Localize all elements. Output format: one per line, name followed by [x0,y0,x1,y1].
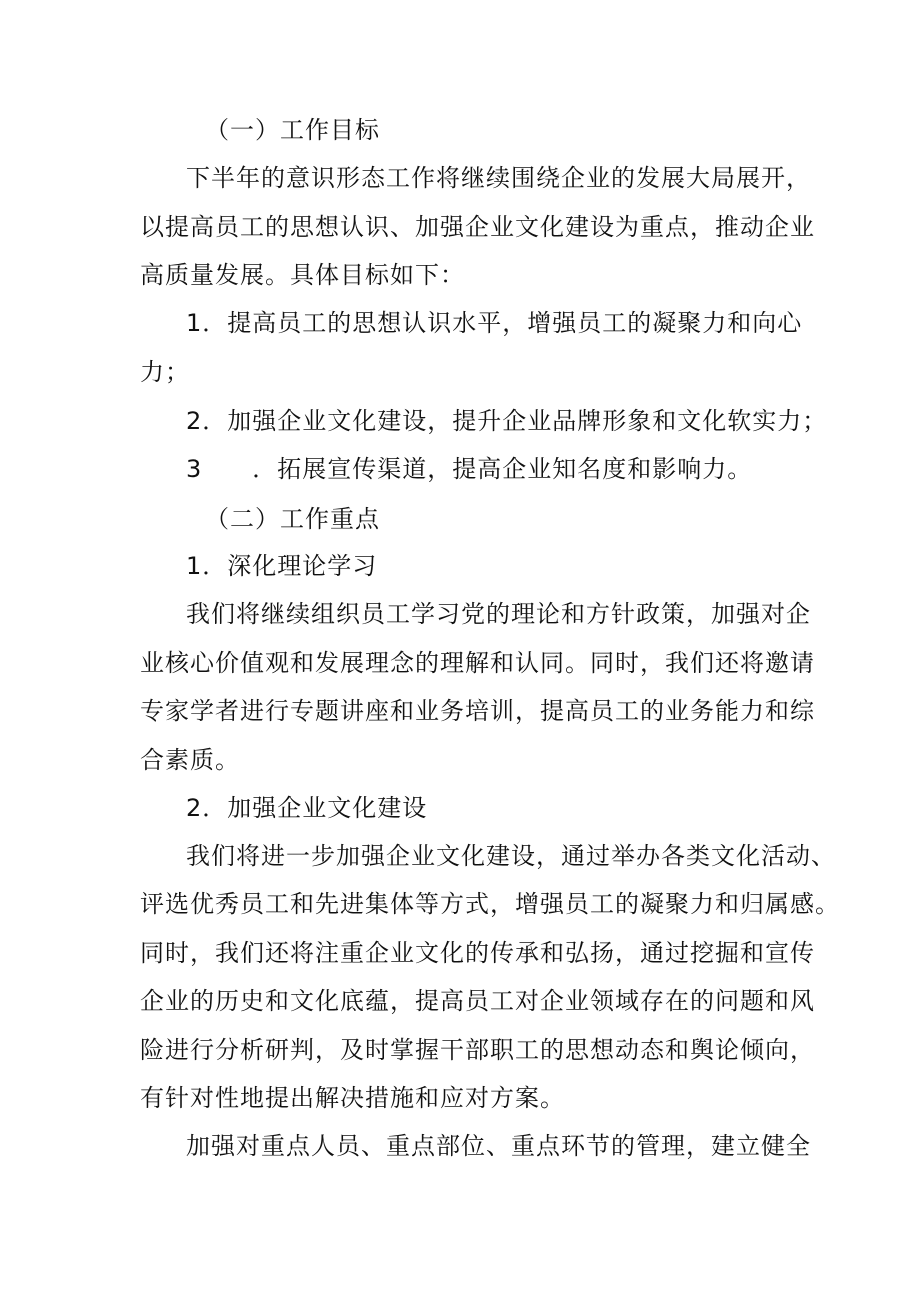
focus-1-body-line-4: 合素质。 [140,746,240,774]
section-heading-focus: （二）工作重点 [205,505,380,533]
focus-2-body-line-6: 有针对性地提出解决措施和应对方案。 [140,1084,565,1112]
goals-intro-line-3: 高质量发展。具体目标如下： [140,261,465,289]
focus-1-title: 1．深化理论学习 [186,552,378,580]
goals-intro-line-2: 以提高员工的思想认识、加强企业文化建设为重点，推动企业 [140,213,815,241]
goal-3: 3 ．拓展宣传渠道，提高企业知名度和影响力。 [186,455,753,483]
focus-2-body-line-4: 企业的历史和文化底蕴，提高员工对企业领域存在的问题和风 [140,987,815,1015]
focus-1-body-line-2: 业核心价值观和发展理念的理解和认同。同时，我们还将邀请 [140,649,815,677]
section-heading-goals: （一）工作目标 [205,116,380,144]
focus-2-body-line-3: 同时，我们还将注重企业文化的传承和弘扬，通过挖掘和宣传 [140,939,815,967]
goal-2: 2．加强企业文化建设，提升企业品牌形象和文化软实力； [186,407,828,435]
focus-2-body-line-5: 险进行分析研判，及时掌握干部职工的思想动态和舆论倾向， [140,1036,815,1064]
focus-2-body-line-1: 我们将进一步加强企业文化建设，通过举办各类文化活动、 [186,842,836,870]
focus-1-body-line-1: 我们将继续组织员工学习党的理论和方针政策，加强对企 [186,600,811,628]
focus-2-title: 2．加强企业文化建设 [186,794,428,822]
goal-1-line-1: 1．提高员工的思想认识水平，增强员工的凝聚力和向心 [186,309,803,337]
goal-1-line-2: 力； [140,358,190,386]
focus-2-body-line-2: 评选优秀员工和先进集体等方式，增强员工的凝聚力和归属感。 [140,890,840,918]
goals-intro-line-1: 下半年的意识形态工作将继续围绕企业的发展大局展开， [186,164,811,192]
closing-line: 加强对重点人员、重点部位、重点环节的管理，建立健全 [186,1132,811,1160]
focus-1-body-line-3: 专家学者进行专题讲座和业务培训，提高员工的业务能力和综 [140,697,815,725]
